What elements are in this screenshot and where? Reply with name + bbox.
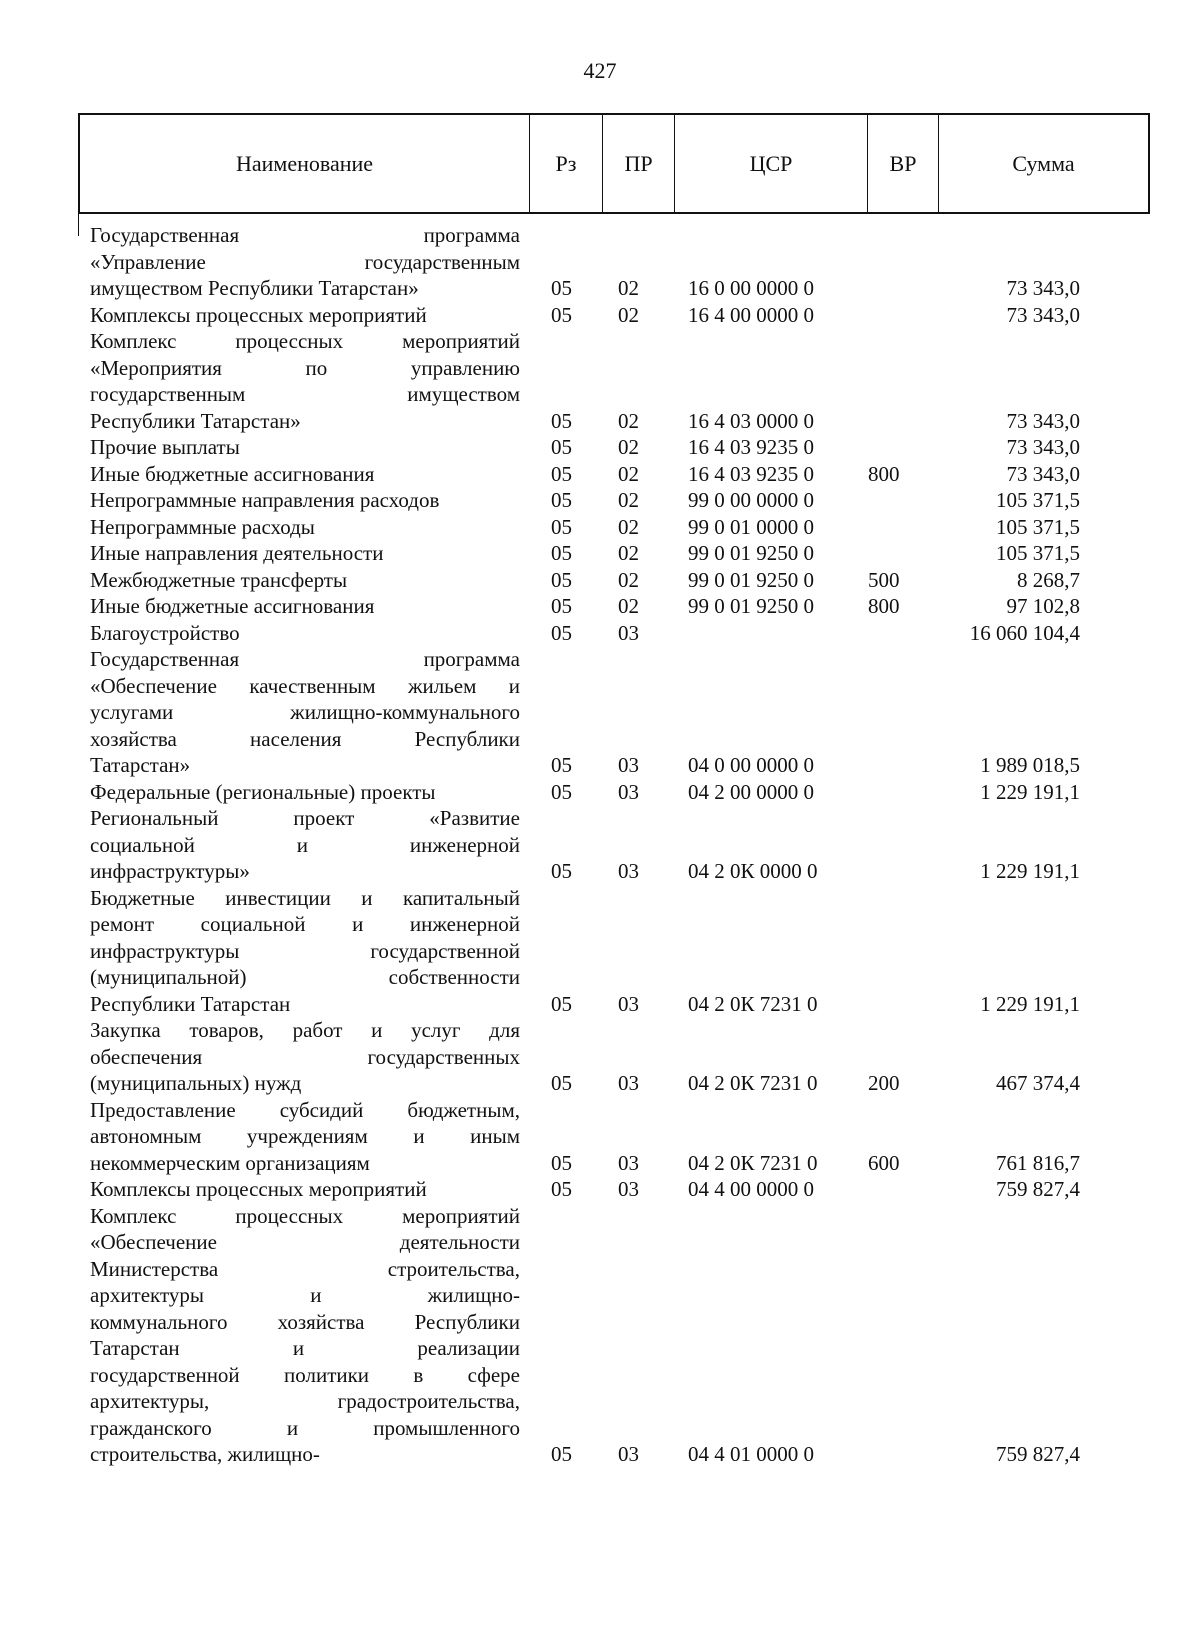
row-pr: 03	[618, 779, 639, 804]
table-row	[78, 805, 1150, 885]
row-name-line: инфраструктуры»	[90, 859, 250, 883]
row-rz: 05	[551, 1177, 572, 1201]
row-name-line: Комплекс процессных мероприятий	[90, 329, 520, 353]
row-sum: 97 102,8	[1006, 594, 1080, 618]
table-row	[78, 461, 1150, 488]
row-name-line: ремонт социальной и инженерной	[90, 912, 520, 936]
row-csr: 99 0 01 9250 0	[688, 567, 814, 592]
row-name-line: Комплексы процессных мероприятий	[90, 1177, 427, 1201]
row-csr: 04 2 0К 7231 0	[688, 991, 818, 1016]
row-name-line: Комплекс процессных мероприятий	[90, 1203, 520, 1228]
row-sum: 73 343,0	[1006, 276, 1080, 300]
row-name-line: Иные направления деятельности	[90, 541, 384, 565]
row-rz: 05	[551, 779, 572, 804]
table-row	[78, 328, 1150, 434]
row-name-line: Прочие выплаты	[90, 435, 240, 459]
row-vr: 800	[868, 461, 900, 486]
row-name	[90, 1203, 520, 1468]
row-name-line: «Управление государственным	[90, 249, 520, 274]
row-name-line: коммунального хозяйства Республики	[90, 1309, 520, 1334]
row-rz: 05	[551, 541, 572, 565]
row-name-line: Татарстан и реализации	[90, 1336, 520, 1360]
row-vr: 500	[868, 567, 900, 592]
table-row	[78, 646, 1150, 779]
row-pr: 02	[618, 541, 639, 565]
row-rz: 05	[551, 1071, 572, 1095]
row-pr: 02	[618, 594, 639, 618]
table-row	[78, 302, 1150, 329]
row-csr: 16 4 03 9235 0	[688, 435, 814, 459]
row-name	[90, 1176, 520, 1203]
row-name	[90, 620, 520, 647]
row-rz: 05	[551, 461, 572, 486]
row-rz: 05	[551, 514, 572, 539]
row-rz: 05	[551, 408, 572, 433]
row-rz: 05	[551, 567, 572, 592]
row-csr: 99 0 01 0000 0	[688, 514, 814, 539]
row-name-line: «Обеспечение качественным жильем и	[90, 673, 520, 698]
row-name-line: «Мероприятия по управлению	[90, 355, 520, 380]
row-vr: 800	[868, 594, 900, 618]
table-row	[78, 514, 1150, 541]
row-name	[90, 461, 520, 488]
row-sum: 1 229 191,1	[980, 779, 1080, 804]
row-name-line: Межбюджетные трансферты	[90, 567, 348, 592]
row-csr: 16 4 03 0000 0	[688, 408, 814, 433]
row-sum: 73 343,0	[1006, 408, 1080, 433]
row-name-line: строительства, жилищно-	[90, 1442, 320, 1466]
row-sum: 73 343,0	[1006, 435, 1080, 459]
row-csr: 04 0 00 0000 0	[688, 753, 814, 777]
table-row	[78, 885, 1150, 1018]
row-name-line: обеспечения государственных	[90, 1044, 520, 1069]
table-body	[78, 222, 1150, 1468]
table-row	[78, 567, 1150, 594]
row-name-line: Региональный проект «Развитие	[90, 806, 520, 830]
row-csr: 99 0 01 9250 0	[688, 594, 814, 618]
row-pr: 03	[618, 1177, 639, 1201]
row-sum: 73 343,0	[1006, 302, 1080, 327]
row-name	[90, 646, 520, 779]
row-rz: 05	[551, 435, 572, 459]
row-name-line: (муниципальной) собственности	[90, 965, 520, 989]
column-header-csr: ЦСР	[675, 115, 868, 212]
table-row	[78, 1203, 1150, 1468]
row-rz: 05	[551, 276, 572, 300]
row-pr: 03	[618, 753, 639, 777]
row-csr: 16 0 00 0000 0	[688, 276, 814, 300]
row-sum: 105 371,5	[996, 488, 1080, 512]
row-name-line: Бюджетные инвестиции и капитальный	[90, 885, 520, 910]
row-pr: 02	[618, 435, 639, 459]
row-name-line: Иные бюджетные ассигнования	[90, 461, 375, 486]
row-name-line: Закупка товаров, работ и услуг для	[90, 1018, 520, 1042]
row-name-line: гражданского и промышленного	[90, 1415, 520, 1440]
row-pr: 03	[618, 1150, 639, 1175]
row-pr: 02	[618, 514, 639, 539]
row-name-line: государственной политики в сфере	[90, 1362, 520, 1387]
row-name-line: архитектуры и жилищно-	[90, 1283, 520, 1307]
row-sum: 1 229 191,1	[980, 991, 1080, 1016]
row-rz: 05	[551, 859, 572, 883]
row-pr: 02	[618, 408, 639, 433]
row-rz: 05	[551, 594, 572, 618]
row-name	[90, 328, 520, 434]
row-name-line: некоммерческим организациям	[90, 1150, 370, 1175]
table-row	[78, 779, 1150, 806]
row-pr: 02	[618, 567, 639, 592]
row-name-line: архитектуры, градостроительства,	[90, 1389, 520, 1413]
row-sum: 759 827,4	[996, 1177, 1080, 1201]
column-header-name: Наименование	[80, 115, 530, 212]
row-name	[90, 779, 520, 806]
row-name	[90, 805, 520, 885]
table-row	[78, 540, 1150, 567]
table-row	[78, 1176, 1150, 1203]
row-rz: 05	[551, 753, 572, 777]
row-rz: 05	[551, 488, 572, 512]
row-name-line: имуществом Республики Татарстан»	[90, 276, 419, 300]
row-name-line: Министерства строительства,	[90, 1256, 520, 1281]
row-name	[90, 434, 520, 461]
row-sum: 467 374,4	[996, 1071, 1080, 1095]
table-row	[78, 222, 1150, 302]
row-csr: 16 4 03 9235 0	[688, 461, 814, 486]
row-name-line: (муниципальных) нужд	[90, 1071, 302, 1095]
row-sum: 8 268,7	[1017, 567, 1080, 592]
table-row	[78, 593, 1150, 620]
row-name-line: Непрограммные направления расходов	[90, 488, 440, 512]
row-vr: 200	[868, 1071, 900, 1095]
row-sum: 105 371,5	[996, 541, 1080, 565]
column-header-sum: Сумма	[1012, 150, 1075, 176]
page-number: 427	[583, 58, 617, 83]
row-pr: 03	[618, 1071, 639, 1095]
row-name	[90, 567, 520, 594]
column-header-pr: ПР	[603, 115, 675, 212]
row-pr: 02	[618, 461, 639, 486]
row-name	[90, 593, 520, 620]
table-row	[78, 1097, 1150, 1177]
row-pr: 03	[618, 859, 639, 883]
row-csr: 04 4 00 0000 0	[688, 1177, 814, 1201]
row-name-line: Республики Татарстан	[90, 991, 291, 1016]
row-name	[90, 1097, 520, 1177]
row-sum: 105 371,5	[996, 514, 1080, 539]
row-pr: 02	[618, 276, 639, 300]
row-name-line: Федеральные (региональные) проекты	[90, 779, 436, 804]
row-name	[90, 540, 520, 567]
row-name-line: социальной и инженерной	[90, 832, 520, 857]
row-csr: 16 4 00 0000 0	[688, 302, 814, 327]
row-sum: 761 816,7	[996, 1150, 1080, 1175]
row-name-line: «Обеспечение деятельности	[90, 1230, 520, 1254]
row-name-line: автономным учреждениям и иным	[90, 1124, 520, 1148]
row-csr: 04 2 00 0000 0	[688, 779, 814, 804]
row-name	[90, 514, 520, 541]
row-csr: 04 2 0К 7231 0	[688, 1071, 818, 1095]
row-name-line: Иные бюджетные ассигнования	[90, 594, 375, 618]
table-header	[78, 113, 1150, 214]
row-name-line: услугами жилищно-коммунального	[90, 700, 520, 724]
row-csr: 99 0 01 9250 0	[688, 541, 814, 565]
row-name-line: Предоставление субсидий бюджетным,	[90, 1097, 520, 1122]
row-vr: 600	[868, 1150, 900, 1175]
row-name-line: Государственная программа	[90, 647, 520, 671]
row-name-line: инфраструктуры государственной	[90, 938, 520, 963]
row-name	[90, 487, 520, 514]
table-row	[78, 487, 1150, 514]
row-pr: 03	[618, 620, 639, 645]
row-name	[90, 1017, 520, 1097]
row-name	[90, 885, 520, 1018]
row-pr: 03	[618, 1442, 639, 1466]
row-pr: 03	[618, 991, 639, 1016]
row-sum: 1 989 018,5	[980, 753, 1080, 777]
table-row	[78, 434, 1150, 461]
row-rz: 05	[551, 991, 572, 1016]
row-name-line: хозяйства населения Республики	[90, 726, 520, 751]
row-rz: 05	[551, 1442, 572, 1466]
row-name	[90, 302, 520, 329]
row-sum: 16 060 104,4	[969, 620, 1080, 645]
column-header-rz: Рз	[530, 115, 603, 212]
row-name-line: Татарстан»	[90, 753, 191, 777]
row-csr: 04 2 0К 0000 0	[688, 859, 818, 883]
row-name-line: Благоустройство	[90, 620, 240, 645]
row-csr: 99 0 00 0000 0	[688, 488, 814, 512]
table-row	[78, 620, 1150, 647]
row-rz: 05	[551, 620, 572, 645]
row-sum: 73 343,0	[1006, 461, 1080, 486]
row-name-line: Комплексы процессных мероприятий	[90, 302, 427, 327]
row-name	[90, 222, 520, 302]
row-pr: 02	[618, 488, 639, 512]
row-name-line: Государственная программа	[90, 223, 520, 247]
row-csr: 04 4 01 0000 0	[688, 1442, 814, 1466]
row-sum: 759 827,4	[996, 1442, 1080, 1466]
row-name-line: государственным имуществом	[90, 382, 520, 406]
row-name-line: Республики Татарстан»	[90, 408, 301, 433]
column-header-vr: ВР	[868, 115, 939, 212]
row-name-line: Непрограммные расходы	[90, 514, 315, 539]
row-pr: 02	[618, 302, 639, 327]
row-rz: 05	[551, 302, 572, 327]
row-csr: 04 2 0К 7231 0	[688, 1150, 818, 1175]
row-rz: 05	[551, 1150, 572, 1175]
table-row	[78, 1017, 1150, 1097]
row-sum: 1 229 191,1	[980, 859, 1080, 883]
